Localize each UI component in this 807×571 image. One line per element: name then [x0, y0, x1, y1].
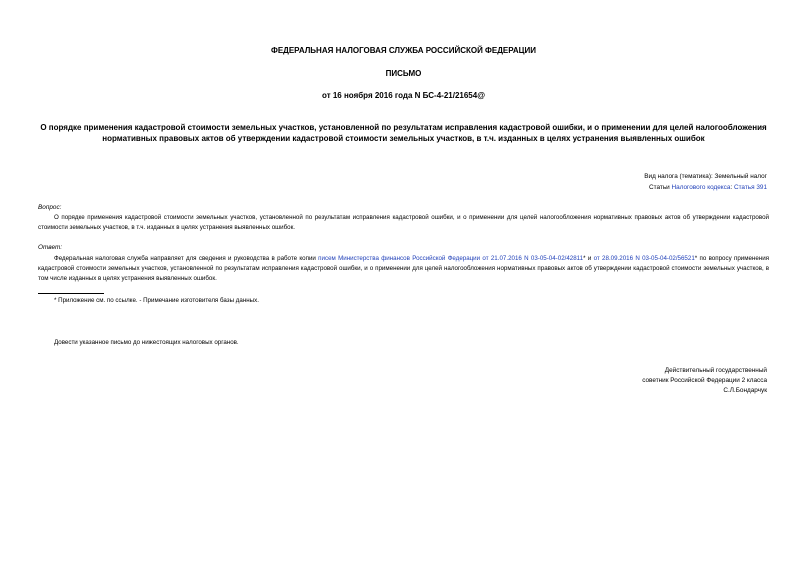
answer-label: Ответ:: [38, 244, 63, 251]
question-label: Вопрос:: [38, 204, 62, 211]
signature-block: [642, 366, 767, 396]
footnote-divider: [38, 293, 104, 294]
minfin-letter-1-link[interactable]: писем Министерства финансов Российской Федерации от 21.07.2016 N 03-05-04-02/42811: [318, 255, 584, 262]
signature-position-line-2: советник Российской Федерации 2 класса: [642, 377, 767, 384]
answer-text-part-1: Федеральная налоговая служба направляет для сведения и руководства в работе копии: [54, 255, 319, 262]
instruction: Довести указанное письмо до нижестоящих налоговых органов.: [54, 339, 239, 346]
answer-text-part-2: * и: [583, 255, 594, 262]
agency-title: ФЕДЕРАЛЬНАЯ НАЛОГОВАЯ СЛУЖБА РОССИЙСКОЙ ФЕДЕРАЦИИ: [270, 46, 537, 55]
articles-separator: :: [730, 184, 734, 191]
minfin-letter-2-link[interactable]: от 28.09.2016 N 03-05-04-02/56521: [593, 255, 695, 262]
footnote: * Приложение см. по ссылке. - Примечание изготовителя базы данных.: [54, 297, 259, 304]
signature-name: С.Л.Бондарчук: [723, 387, 767, 394]
question-text: О порядке применения кадастровой стоимости земельных участков, установленной по результатам исправления кадастровой ошибки, и о применении для целей налогообложения нормативных правовых актов об утверждении кадастровой стоимости земельных участков, в т.ч. изданных в целях устранения выявленных ошибок.: [38, 214, 769, 231]
articles-prefix: Статьи: [649, 184, 672, 191]
tax-articles: [649, 183, 767, 193]
tax-type: Вид налога (тематика): Земельный налог: [644, 173, 767, 180]
answer-text-part-3: * по вопросу применения кадастровой стоимости земельных участков, установленной по результатам исправления кадастровой ошибки, и о применении для целей налогообложения нормативных правовых актов об утверждении кадастровой стоимости земельных участков, в том числе изданных в целях устранения выявленных ошибок.: [38, 255, 770, 282]
document-subject: О порядке применения кадастровой стоимости земельных участков, установленной по результатам исправления кадастровой ошибки, и о применении для целей налогообложения нормативных правовых актов об утверждении кадастровой стоимости земельных участков, в т.ч. изданных в целях устранения выявленных ошибок: [40, 123, 767, 143]
document-type: ПИСЬМО: [385, 69, 422, 78]
article-391-link[interactable]: Статья 391: [733, 184, 767, 191]
answer-text: [38, 254, 769, 284]
signature-position-line-1: Действительный государственный: [664, 367, 767, 374]
document-date-number: от 16 ноября 2016 года N БС-4-21/21654@: [322, 91, 485, 100]
tax-code-link[interactable]: Налогового кодекса: [671, 184, 731, 191]
